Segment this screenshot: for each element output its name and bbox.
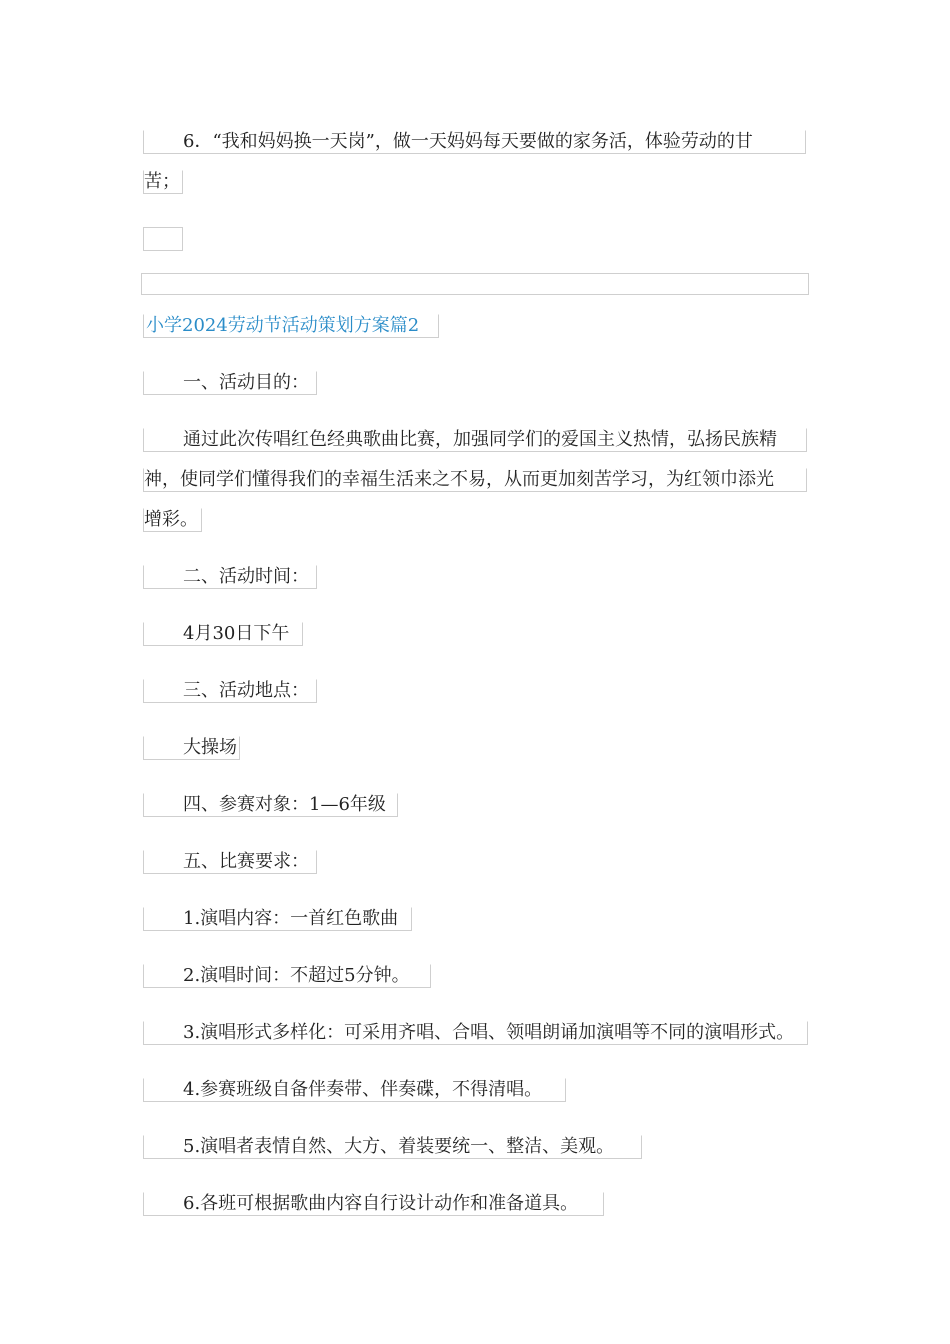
section-divider: [141, 273, 809, 295]
place-heading: 三、活动地点：: [143, 679, 317, 703]
place-value: 大操场: [143, 736, 240, 760]
item6-line1: 6．“我和妈妈换一天岗”，做一天妈妈每天要做的家务活，体验劳动的甘: [143, 130, 806, 154]
time-heading: 二、活动时间：: [143, 565, 317, 589]
purpose-line1: 通过此次传唱红色经典歌曲比赛，加强同学们的爱国主义热情，弘扬民族精: [143, 428, 807, 452]
requirement-3: 3.演唱形式多样化：可采用齐唱、合唱、领唱朗诵加演唱等不同的演唱形式。: [143, 1021, 808, 1045]
requirement-6: 6.各班可根据歌曲内容自行设计动作和准备道具。: [143, 1192, 604, 1216]
empty-paragraph: [143, 227, 183, 251]
section-title: 小学2024劳动节活动策划方案篇2: [143, 314, 439, 338]
purpose-line2: 神，使同学们懂得我们的幸福生活来之不易，从而更加刻苦学习，为红领巾添光: [143, 468, 807, 492]
requirement-1: 1.演唱内容：一首红色歌曲: [143, 907, 412, 931]
requirement-4: 4.参赛班级自备伴奏带、伴奏碟，不得清唱。: [143, 1078, 566, 1102]
purpose-heading: 一、活动目的：: [143, 371, 317, 395]
purpose-line3: 增彩。: [143, 508, 202, 532]
participants-line: 四、参赛对象：1—6年级: [143, 793, 398, 817]
requirement-5: 5.演唱者表情自然、大方、着装要统一、整洁、美观。: [143, 1135, 642, 1159]
item6-line2: 苦；: [143, 170, 183, 194]
requirement-2: 2.演唱时间：不超过5分钟。: [143, 964, 431, 988]
requirements-heading: 五、比赛要求：: [143, 850, 317, 874]
time-value: 4月30日下午: [143, 622, 303, 646]
